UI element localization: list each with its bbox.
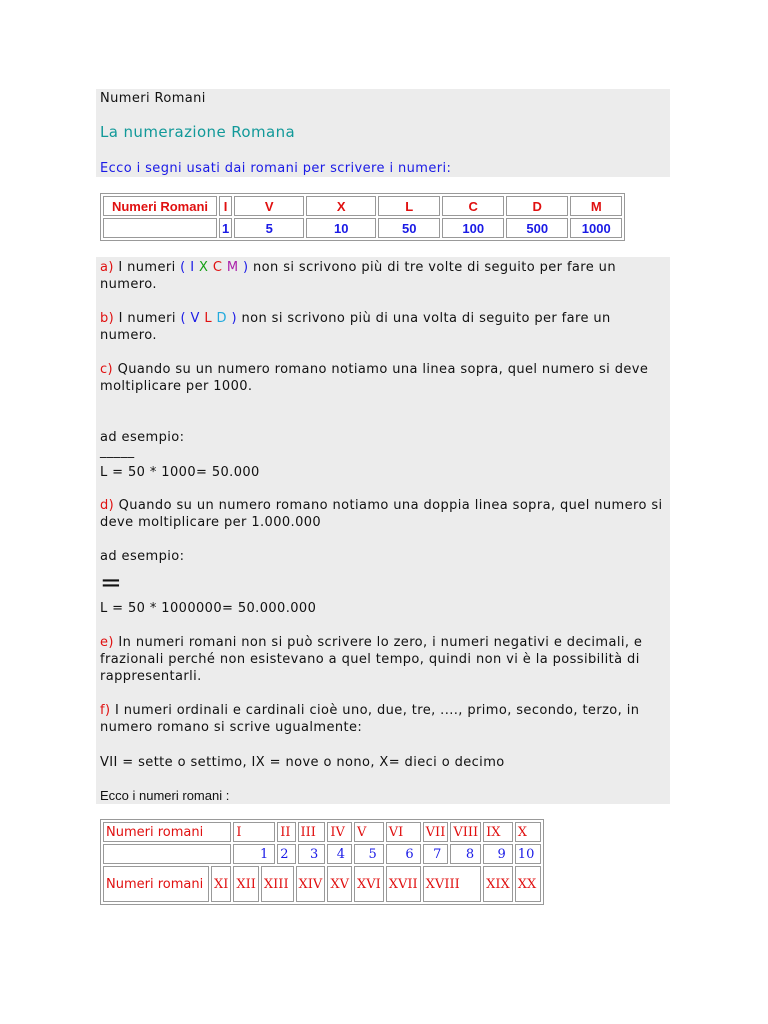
paren: ( (180, 260, 191, 275)
example-equation: L = 50 * 1000000= 50.000.000 (100, 601, 317, 616)
table-cell (103, 844, 231, 864)
rule-c (100, 361, 668, 395)
table-cell: 500 (506, 218, 568, 238)
table-cell (103, 218, 217, 238)
table-row (103, 866, 541, 902)
rule-d (100, 497, 668, 531)
table-cell: 1000 (570, 218, 622, 238)
table-cell: III (298, 822, 326, 842)
roman-letter: C (212, 260, 223, 275)
rule-text: Quando su un numero romano notiamo una doppia linea sopra, quel numero si deve moltiplicare per 1.000.000 (100, 498, 663, 530)
table-cell: XI (211, 866, 231, 902)
example-label: ad esempio: (100, 430, 185, 445)
rule-b (100, 310, 668, 344)
rule-a (100, 259, 668, 293)
roman-letter: D (216, 311, 227, 326)
rule-text: Quando su un numero romano notiamo una linea sopra, quel numero si deve moltiplicare per 1000. (100, 362, 649, 394)
table-cell: 1 (233, 844, 275, 864)
overline-mark: _____ (100, 444, 135, 459)
paren: ( (180, 311, 191, 326)
table-cell: 9 (483, 844, 513, 864)
table-cell: D (506, 196, 568, 216)
example-label: ad esempio: (100, 549, 185, 564)
table-cell: XII (233, 866, 259, 902)
paren: ) (226, 311, 237, 326)
table-cell: VI (386, 822, 421, 842)
example-equation: L = 50 * 1000= 50.000 (100, 465, 260, 480)
roman-symbols-table (100, 193, 625, 241)
table-cell: XIV (296, 866, 326, 902)
table-cell: XX (515, 866, 542, 902)
table-cell: XV (327, 866, 352, 902)
outro-text: Ecco i numeri romani : (100, 788, 230, 803)
table-cell: I (233, 822, 275, 842)
rule-marker: e) (100, 635, 114, 650)
table-cell: 8 (450, 844, 481, 864)
table-cell: II (277, 822, 295, 842)
rule-text: non si scrivono più di una volta di seguito per fare un numero. (100, 311, 611, 343)
table-cell: M (570, 196, 622, 216)
table-cell: 50 (378, 218, 440, 238)
roman-letter: M (226, 260, 239, 275)
table-cell: 4 (327, 844, 352, 864)
table-cell: V (354, 822, 384, 842)
page-heading: La numerazione Romana (100, 123, 296, 141)
table-cell: XIX (483, 866, 513, 902)
table-cell: Numeri romani (103, 822, 231, 842)
rule-text: non si scrivono più di tre volte di seguito per fare un numero. (100, 260, 616, 292)
rule-text: I numeri ordinali e cardinali cioè uno, due, tre, ...., primo, secondo, terzo, in numero romano si scrive ugualmente: (100, 703, 640, 735)
table-cell: XVII (386, 866, 421, 902)
rule-marker: b) (100, 311, 115, 326)
table-cell: 7 (423, 844, 449, 864)
paren: ) (238, 260, 249, 275)
rule-e (100, 634, 668, 685)
doc-title: Numeri Romani (100, 91, 206, 106)
table-cell: C (442, 196, 504, 216)
table-cell: IX (483, 822, 513, 842)
table-cell: 100 (442, 218, 504, 238)
table-cell: XIII (261, 866, 294, 902)
rule-text: I numeri (113, 260, 181, 275)
rule-marker: d) (100, 498, 115, 513)
roman-letter: I (190, 260, 195, 275)
rule-text: I numeri (114, 311, 181, 326)
roman-letter: X (198, 260, 209, 275)
table-row (103, 844, 541, 864)
table-cell: XVIII (423, 866, 481, 902)
table-cell: 2 (277, 844, 295, 864)
table-cell: V (234, 196, 304, 216)
table-cell: 6 (386, 844, 421, 864)
table-row (103, 196, 622, 216)
table-cell: Numeri romani (103, 866, 209, 902)
table-cell: 5 (354, 844, 384, 864)
table-cell: IV (327, 822, 352, 842)
table-row (103, 218, 622, 238)
table-row (103, 822, 541, 842)
table-cell: 10 (306, 218, 376, 238)
table-cell: X (306, 196, 376, 216)
table-cell: XVI (354, 866, 384, 902)
rule-marker: a) (100, 260, 114, 275)
table-cell: 10 (515, 844, 542, 864)
rule-marker: f) (100, 703, 111, 718)
rule-text: In numeri romani non si può scrivere lo zero, i numeri negativi e decimali, e frazionali perché non esistevano a quel tempo, quindi non vi è la possibilità di rappresentarli. (100, 635, 643, 684)
table-cell: I (219, 196, 232, 216)
table-cell: VIII (450, 822, 481, 842)
table-cell: L (378, 196, 440, 216)
intro-text: Ecco i segni usati dai romani per scrivere i numeri: (100, 161, 452, 176)
table-cell: VII (423, 822, 449, 842)
table-cell: 3 (298, 844, 326, 864)
rule-marker: c) (100, 362, 114, 377)
roman-numbers-table (100, 819, 544, 905)
examples-line: VII = sette o settimo, IX = nove o nono, X= dieci o decimo (100, 755, 505, 770)
table-cell: Numeri Romani (103, 196, 217, 216)
table-cell: 5 (234, 218, 304, 238)
table-cell: 1 (219, 218, 232, 238)
double-overline-mark: = (100, 568, 123, 598)
roman-letter: V (190, 311, 200, 326)
table-cell: X (515, 822, 542, 842)
roman-letter: L (204, 311, 212, 326)
rule-f (100, 702, 668, 736)
